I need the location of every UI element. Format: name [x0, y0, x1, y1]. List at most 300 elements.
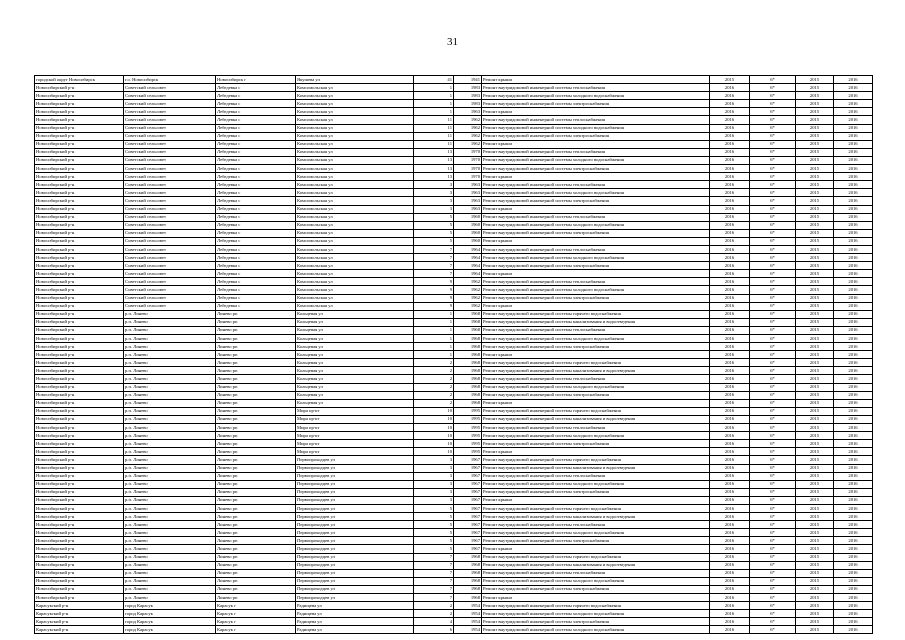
street-cell: Комсомольская ул	[296, 181, 414, 189]
note-cell: 6*	[750, 205, 796, 213]
table-row	[35, 189, 873, 197]
municipal-district-cell: Новосибирский р-н	[35, 513, 124, 521]
start-year-cell: 2015	[796, 602, 834, 610]
work-type-cell: Ремонт крыши	[482, 76, 710, 84]
settlement-cell: Советский сельсовет	[124, 156, 216, 164]
build-year-cell: 1968	[454, 383, 482, 391]
municipal-district-cell: Новосибирский р-н	[35, 108, 124, 116]
build-year-cell: 1964	[454, 254, 482, 262]
municipal-district-cell: Новосибирский р-н	[35, 432, 124, 440]
work-type-cell: Ремонт внутридомовой инженерной системы теплоснабжения	[482, 375, 710, 383]
street-cell: Кольцевая ул	[296, 310, 414, 318]
start-year-cell: 2015	[796, 375, 834, 383]
plan-year-cell: 2016	[710, 359, 750, 367]
house-number-cell: 7	[414, 561, 454, 569]
settlement-cell: р.п. Линево	[124, 488, 216, 496]
build-year-cell: 1995	[454, 440, 482, 448]
municipal-district-cell: Новосибирский р-н	[35, 456, 124, 464]
table-row	[35, 359, 873, 367]
house-number-cell: 1	[414, 351, 454, 359]
end-year-cell: 2016	[834, 84, 873, 92]
plan-year-cell: 2016	[710, 278, 750, 286]
house-number-cell: 7	[414, 594, 454, 602]
end-year-cell: 2016	[834, 318, 873, 326]
plan-year-cell: 2016	[710, 351, 750, 359]
work-type-cell: Ремонт внутридомовой инженерной системы электроснабжения	[482, 585, 710, 593]
build-year-cell: 1968	[454, 577, 482, 585]
table-row	[35, 197, 873, 205]
note-cell: 6*	[750, 610, 796, 618]
settlement-cell: р.п. Линево	[124, 407, 216, 415]
house-number-cell: 1	[414, 318, 454, 326]
table-row	[35, 626, 873, 634]
settlement-cell: Советский сельсовет	[124, 278, 216, 286]
note-cell: 6*	[750, 140, 796, 148]
settlement-cell: Советский сельсовет	[124, 140, 216, 148]
work-type-cell: Ремонт внутридомовой инженерной системы теплоснабжения	[482, 116, 710, 124]
start-year-cell: 2015	[796, 480, 834, 488]
note-cell: 6*	[750, 213, 796, 221]
table-row	[35, 237, 873, 245]
work-type-cell: Ремонт внутридомовой инженерной системы холодного водоснабжения	[482, 254, 710, 262]
start-year-cell: 2015	[796, 278, 834, 286]
repair-register-table	[34, 75, 873, 634]
build-year-cell: 1964	[454, 245, 482, 253]
note-cell: 6*	[750, 432, 796, 440]
house-number-cell: 10	[414, 407, 454, 415]
end-year-cell: 2016	[834, 286, 873, 294]
end-year-cell: 2016	[834, 504, 873, 512]
municipal-district-cell: Новосибирский р-н	[35, 92, 124, 100]
municipal-district-cell: Новосибирский р-н	[35, 156, 124, 164]
start-year-cell: 2015	[796, 189, 834, 197]
note-cell: 6*	[750, 132, 796, 140]
settlement-cell: Советский сельсовет	[124, 286, 216, 294]
locality-cell: Линево рп	[216, 310, 296, 318]
plan-year-cell: 2016	[710, 602, 750, 610]
plan-year-cell: 2015	[710, 76, 750, 84]
municipal-district-cell: Новосибирский р-н	[35, 537, 124, 545]
build-year-cell: 1968	[454, 375, 482, 383]
settlement-cell: Советский сельсовет	[124, 245, 216, 253]
work-type-cell: Ремонт внутридомовой инженерной системы горячего водоснабжения	[482, 456, 710, 464]
locality-cell: Лебедевка с	[216, 294, 296, 302]
municipal-district-cell: Новосибирский р-н	[35, 569, 124, 577]
settlement-cell: р.п. Линево	[124, 480, 216, 488]
build-year-cell: 1960	[454, 229, 482, 237]
plan-year-cell: 2016	[710, 326, 750, 334]
build-year-cell: 1962	[454, 286, 482, 294]
plan-year-cell: 2016	[710, 367, 750, 375]
locality-cell: Линево рп	[216, 456, 296, 464]
locality-cell: Линево рп	[216, 383, 296, 391]
locality-cell: Лебедевка с	[216, 213, 296, 221]
settlement-cell: Советский сельсовет	[124, 148, 216, 156]
build-year-cell: 1960	[454, 221, 482, 229]
build-year-cell: 1968	[454, 553, 482, 561]
settlement-cell: Советский сельсовет	[124, 197, 216, 205]
table-row	[35, 326, 873, 334]
settlement-cell: Советский сельсовет	[124, 165, 216, 173]
house-number-cell: 5	[414, 504, 454, 512]
start-year-cell: 2015	[796, 553, 834, 561]
street-cell: Комсомольская ул	[296, 237, 414, 245]
street-cell: Первопроходцев ул	[296, 513, 414, 521]
municipal-district-cell: Карасукский р-н	[35, 618, 124, 626]
start-year-cell: 2015	[796, 472, 834, 480]
settlement-cell: Советский сельсовет	[124, 302, 216, 310]
end-year-cell: 2016	[834, 383, 873, 391]
start-year-cell: 2015	[796, 156, 834, 164]
municipal-district-cell: Новосибирский р-н	[35, 359, 124, 367]
end-year-cell: 2016	[834, 472, 873, 480]
settlement-cell: р.п. Линево	[124, 504, 216, 512]
table-row	[35, 318, 873, 326]
work-type-cell: Ремонт внутридомовой инженерной системы холодного водоснабжения	[482, 383, 710, 391]
end-year-cell: 2016	[834, 116, 873, 124]
street-cell: Комсомольская ул	[296, 189, 414, 197]
build-year-cell: 1963	[454, 108, 482, 116]
end-year-cell: 2016	[834, 148, 873, 156]
work-type-cell: Ремонт внутридомовой инженерной системы холодного водоснабжения	[482, 480, 710, 488]
locality-cell: Лебедевка с	[216, 302, 296, 310]
work-type-cell: Ремонт внутридомовой инженерной системы электроснабжения	[482, 294, 710, 302]
end-year-cell: 2016	[834, 237, 873, 245]
note-cell: 6*	[750, 335, 796, 343]
end-year-cell: 2016	[834, 310, 873, 318]
start-year-cell: 2015	[796, 504, 834, 512]
plan-year-cell: 2016	[710, 626, 750, 634]
street-cell: Первопроходцев ул	[296, 529, 414, 537]
municipal-district-cell: Новосибирский р-н	[35, 375, 124, 383]
end-year-cell: 2016	[834, 626, 873, 634]
municipal-district-cell: Новосибирский р-н	[35, 367, 124, 375]
note-cell: 6*	[750, 488, 796, 496]
build-year-cell: 1968	[454, 594, 482, 602]
locality-cell: Лебедевка с	[216, 229, 296, 237]
house-number-cell: 11	[414, 116, 454, 124]
build-year-cell: 1968	[454, 569, 482, 577]
municipal-district-cell: городской округ Новосибирск	[35, 76, 124, 84]
locality-cell: Лебедевка с	[216, 156, 296, 164]
note-cell: 6*	[750, 513, 796, 521]
end-year-cell: 2016	[834, 76, 873, 84]
start-year-cell: 2015	[796, 383, 834, 391]
build-year-cell: 1962	[454, 116, 482, 124]
start-year-cell: 2015	[796, 618, 834, 626]
locality-cell: Лебедевка с	[216, 254, 296, 262]
municipal-district-cell: Новосибирский р-н	[35, 148, 124, 156]
table-row	[35, 496, 873, 504]
settlement-cell: город Карасук	[124, 610, 216, 618]
house-number-cell: 2	[414, 602, 454, 610]
start-year-cell: 2015	[796, 343, 834, 351]
plan-year-cell: 2016	[710, 132, 750, 140]
table-row	[35, 156, 873, 164]
house-number-cell: 10	[414, 424, 454, 432]
street-cell: Первопроходцев ул	[296, 464, 414, 472]
end-year-cell: 2016	[834, 521, 873, 529]
settlement-cell: р.п. Линево	[124, 577, 216, 585]
work-type-cell: Ремонт крыши	[482, 545, 710, 553]
settlement-cell: Советский сельсовет	[124, 92, 216, 100]
build-year-cell: 1983	[454, 84, 482, 92]
municipal-district-cell: Новосибирский р-н	[35, 270, 124, 278]
work-type-cell: Ремонт внутридомовой инженерной системы холодного водоснабжения	[482, 92, 710, 100]
end-year-cell: 2016	[834, 270, 873, 278]
start-year-cell: 2015	[796, 456, 834, 464]
plan-year-cell: 2016	[710, 262, 750, 270]
locality-cell: Лебедевка с	[216, 173, 296, 181]
municipal-district-cell: Новосибирский р-н	[35, 585, 124, 593]
table-row	[35, 399, 873, 407]
locality-cell: Лебедевка с	[216, 165, 296, 173]
build-year-cell: 1995	[454, 448, 482, 456]
table-row	[35, 602, 873, 610]
plan-year-cell: 2016	[710, 537, 750, 545]
end-year-cell: 2016	[834, 189, 873, 197]
work-type-cell: Ремонт внутридомовой инженерной системы электроснабжения	[482, 132, 710, 140]
house-number-cell: 1	[414, 335, 454, 343]
street-cell: Комсомольская ул	[296, 165, 414, 173]
work-type-cell: Ремонт внутридомовой инженерной системы теплоснабжения	[482, 245, 710, 253]
street-cell: Кольцевая ул	[296, 318, 414, 326]
start-year-cell: 2015	[796, 165, 834, 173]
end-year-cell: 2016	[834, 594, 873, 602]
end-year-cell: 2016	[834, 480, 873, 488]
end-year-cell: 2016	[834, 529, 873, 537]
house-number-cell: 3	[414, 464, 454, 472]
locality-cell: Лебедевка с	[216, 189, 296, 197]
table-row	[35, 286, 873, 294]
table-row	[35, 100, 873, 108]
settlement-cell: г.о. Новосибирск	[124, 76, 216, 84]
locality-cell: Лебедевка с	[216, 132, 296, 140]
locality-cell: Лебедевка с	[216, 92, 296, 100]
note-cell: 6*	[750, 407, 796, 415]
note-cell: 6*	[750, 537, 796, 545]
settlement-cell: Советский сельсовет	[124, 270, 216, 278]
start-year-cell: 2015	[796, 254, 834, 262]
note-cell: 6*	[750, 448, 796, 456]
street-cell: Комсомольская ул	[296, 84, 414, 92]
table-row	[35, 504, 873, 512]
plan-year-cell: 2016	[710, 156, 750, 164]
municipal-district-cell: Новосибирский р-н	[35, 472, 124, 480]
work-type-cell: Ремонт внутридомовой инженерной системы теплоснабжения	[482, 213, 710, 221]
table-row	[35, 181, 873, 189]
build-year-cell: 1954	[454, 626, 482, 634]
build-year-cell: 1967	[454, 464, 482, 472]
build-year-cell: 1983	[454, 100, 482, 108]
work-type-cell: Ремонт внутридомовой инженерной системы холодного водоснабжения	[482, 626, 710, 634]
end-year-cell: 2016	[834, 132, 873, 140]
end-year-cell: 2016	[834, 399, 873, 407]
note-cell: 6*	[750, 626, 796, 634]
settlement-cell: р.п. Линево	[124, 359, 216, 367]
build-year-cell: 1967	[454, 504, 482, 512]
locality-cell: Новосибирск г	[216, 76, 296, 84]
locality-cell: Лебедевка с	[216, 181, 296, 189]
note-cell: 6*	[750, 156, 796, 164]
start-year-cell: 2015	[796, 407, 834, 415]
municipal-district-cell: Новосибирский р-н	[35, 553, 124, 561]
start-year-cell: 2015	[796, 399, 834, 407]
end-year-cell: 2016	[834, 302, 873, 310]
house-number-cell: 7	[414, 270, 454, 278]
table-row	[35, 432, 873, 440]
settlement-cell: р.п. Линево	[124, 594, 216, 602]
table-row	[35, 472, 873, 480]
settlement-cell: Советский сельсовет	[124, 181, 216, 189]
municipal-district-cell: Новосибирский р-н	[35, 197, 124, 205]
settlement-cell: Советский сельсовет	[124, 221, 216, 229]
end-year-cell: 2016	[834, 326, 873, 334]
table-row	[35, 205, 873, 213]
settlement-cell: р.п. Линево	[124, 521, 216, 529]
note-cell: 6*	[750, 221, 796, 229]
start-year-cell: 2015	[796, 577, 834, 585]
end-year-cell: 2016	[834, 108, 873, 116]
settlement-cell: р.п. Линево	[124, 464, 216, 472]
locality-cell: Карасук г	[216, 610, 296, 618]
plan-year-cell: 2016	[710, 553, 750, 561]
plan-year-cell: 2016	[710, 237, 750, 245]
street-cell: Комсомольская ул	[296, 262, 414, 270]
table-row	[35, 585, 873, 593]
house-number-cell: 1	[414, 92, 454, 100]
municipal-district-cell: Новосибирский р-н	[35, 594, 124, 602]
plan-year-cell: 2016	[710, 480, 750, 488]
municipal-district-cell: Новосибирский р-н	[35, 407, 124, 415]
locality-cell: Линево рп	[216, 343, 296, 351]
work-type-cell: Ремонт крыши	[482, 140, 710, 148]
build-year-cell: 1970	[454, 148, 482, 156]
municipal-district-cell: Новосибирский р-н	[35, 262, 124, 270]
end-year-cell: 2016	[834, 92, 873, 100]
plan-year-cell: 2016	[710, 488, 750, 496]
settlement-cell: р.п. Линево	[124, 391, 216, 399]
settlement-cell: р.п. Линево	[124, 351, 216, 359]
table-row	[35, 84, 873, 92]
note-cell: 6*	[750, 391, 796, 399]
settlement-cell: Советский сельсовет	[124, 124, 216, 132]
municipal-district-cell: Новосибирский р-н	[35, 561, 124, 569]
build-year-cell: 1967	[454, 521, 482, 529]
locality-cell: Линево рп	[216, 577, 296, 585]
note-cell: 6*	[750, 440, 796, 448]
table-row	[35, 375, 873, 383]
street-cell: Первопроходцев ул	[296, 488, 414, 496]
settlement-cell: р.п. Линево	[124, 553, 216, 561]
municipal-district-cell: Новосибирский р-н	[35, 205, 124, 213]
start-year-cell: 2015	[796, 432, 834, 440]
settlement-cell: город Карасук	[124, 626, 216, 634]
note-cell: 6*	[750, 456, 796, 464]
house-number-cell: 6	[414, 626, 454, 634]
street-cell: Первопроходцев ул	[296, 545, 414, 553]
table-row	[35, 383, 873, 391]
locality-cell: Линево рп	[216, 545, 296, 553]
house-number-cell: 5	[414, 229, 454, 237]
locality-cell: Линево рп	[216, 504, 296, 512]
start-year-cell: 2015	[796, 262, 834, 270]
locality-cell: Линево рп	[216, 326, 296, 334]
table-row	[35, 76, 873, 84]
house-number-cell: 41	[414, 76, 454, 84]
house-number-cell: 1	[414, 108, 454, 116]
plan-year-cell: 2016	[710, 545, 750, 553]
work-type-cell: Ремонт крыши	[482, 173, 710, 181]
work-type-cell: Ремонт внутридомовой инженерной системы холодного водоснабжения	[482, 221, 710, 229]
end-year-cell: 2016	[834, 245, 873, 253]
municipal-district-cell: Новосибирский р-н	[35, 496, 124, 504]
plan-year-cell: 2016	[710, 189, 750, 197]
municipal-district-cell: Новосибирский р-н	[35, 529, 124, 537]
municipal-district-cell: Новосибирский р-н	[35, 424, 124, 432]
street-cell: Комсомольская ул	[296, 173, 414, 181]
end-year-cell: 2016	[834, 173, 873, 181]
note-cell: 6*	[750, 504, 796, 512]
house-number-cell: 2	[414, 367, 454, 375]
settlement-cell: Советский сельсовет	[124, 173, 216, 181]
build-year-cell: 1962	[454, 132, 482, 140]
end-year-cell: 2016	[834, 618, 873, 626]
table-row	[35, 480, 873, 488]
table-row	[35, 561, 873, 569]
end-year-cell: 2016	[834, 229, 873, 237]
street-cell: Первопроходцев ул	[296, 504, 414, 512]
house-number-cell: 3	[414, 472, 454, 480]
build-year-cell: 1967	[454, 545, 482, 553]
build-year-cell: 1968	[454, 367, 482, 375]
municipal-district-cell: Карасукский р-н	[35, 610, 124, 618]
note-cell: 6*	[750, 92, 796, 100]
settlement-cell: р.п. Линево	[124, 513, 216, 521]
note-cell: 6*	[750, 124, 796, 132]
end-year-cell: 2016	[834, 553, 873, 561]
settlement-cell: р.п. Линево	[124, 456, 216, 464]
street-cell: Комсомольская ул	[296, 302, 414, 310]
locality-cell: Линево рп	[216, 561, 296, 569]
municipal-district-cell: Новосибирский р-н	[35, 165, 124, 173]
table-row	[35, 464, 873, 472]
start-year-cell: 2015	[796, 521, 834, 529]
table-row	[35, 335, 873, 343]
house-number-cell: 2	[414, 375, 454, 383]
plan-year-cell: 2016	[710, 577, 750, 585]
note-cell: 6*	[750, 278, 796, 286]
street-cell: Кольцевая ул	[296, 375, 414, 383]
house-number-cell: 10	[414, 432, 454, 440]
build-year-cell: 1967	[454, 496, 482, 504]
start-year-cell: 2015	[796, 84, 834, 92]
settlement-cell: Советский сельсовет	[124, 84, 216, 92]
settlement-cell: р.п. Линево	[124, 399, 216, 407]
note-cell: 6*	[750, 189, 796, 197]
start-year-cell: 2015	[796, 367, 834, 375]
note-cell: 6*	[750, 594, 796, 602]
work-type-cell: Ремонт внутридомовой инженерной системы холодного водоснабжения	[482, 286, 710, 294]
settlement-cell: Советский сельсовет	[124, 108, 216, 116]
table-row	[35, 302, 873, 310]
house-number-cell: 5	[414, 537, 454, 545]
end-year-cell: 2016	[834, 464, 873, 472]
plan-year-cell: 2016	[710, 92, 750, 100]
settlement-cell: Советский сельсовет	[124, 294, 216, 302]
settlement-cell: р.п. Линево	[124, 367, 216, 375]
end-year-cell: 2016	[834, 569, 873, 577]
